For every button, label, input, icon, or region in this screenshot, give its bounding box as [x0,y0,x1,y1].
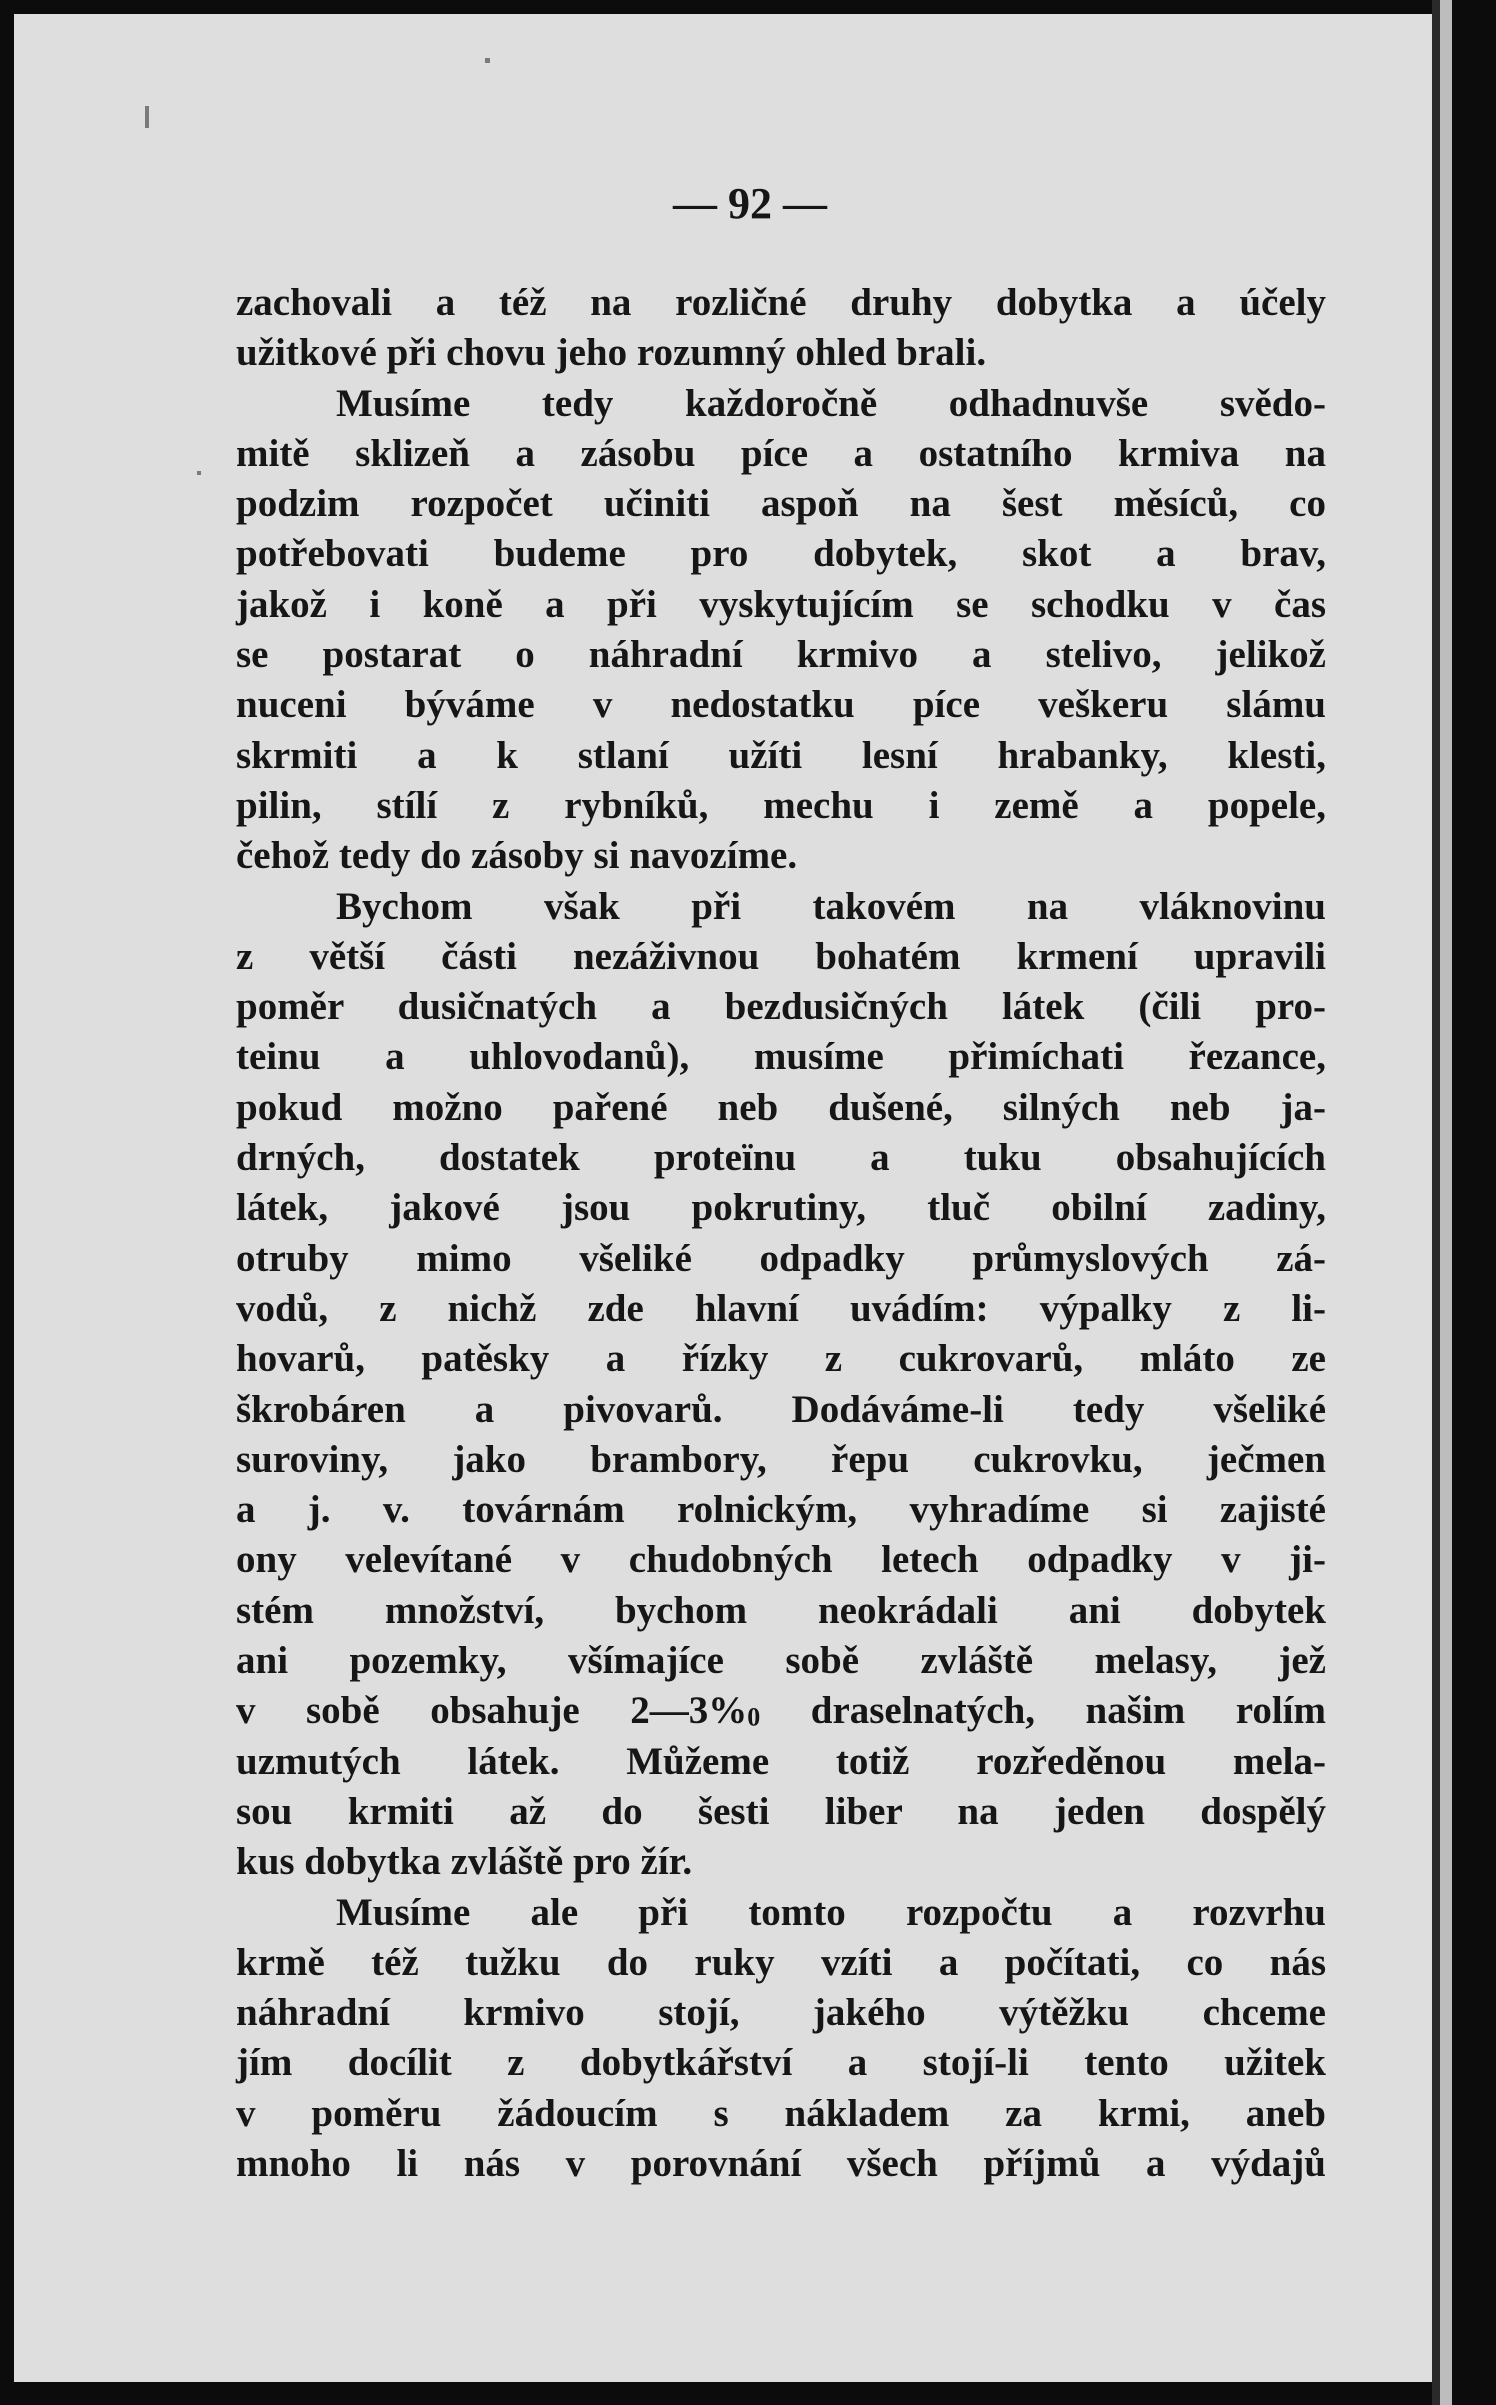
text-line: hovarů, patěsky a řízky z cukrovarů, mláto ze [236,1337,1326,1381]
text-line: mnoho li nás v porovnání všech příjmů a výdajů [236,2141,1326,2185]
text-line: stém množství, bychom neokrádali ani dobytek [236,1588,1326,1632]
text-line: se postarat o náhradní krmivo a stelivo, jelikož [236,633,1326,677]
adjacent-page-edge [1440,0,1452,2405]
text-line: teinu a uhlovodanů), musíme přimíchati řezance, [236,1035,1326,1079]
text-line: poměr dusičnatých a bezdusičných látek (čili pro- [236,985,1326,1029]
text-line: z větší části nezáživnou bohatém krmení upravili [236,934,1326,978]
body-text [236,278,1326,2189]
margin-speck [197,471,201,475]
text-line: kus dobytka zvláště pro žír. [236,1840,693,1884]
text-line: Musíme tedy každoročně odhadnuvše svědo- [336,381,1326,425]
text-line: skrmiti a k stlaní užíti lesní hrabanky, klesti, [236,733,1326,777]
text-line: uzmutých látek. Můžeme totiž rozředěnou mela- [236,1739,1326,1783]
text-line: nuceni býváme v nedostatku píce veškeru slámu [236,683,1326,727]
page-number: — 92 — [673,179,827,228]
page-gutter-shadow [1432,0,1440,2405]
text-line: otruby mimo všeliké odpadky průmyslových zá- [236,1236,1326,1280]
text-line: jakož i koně a při vyskytujícím se schodku v čas [236,582,1326,626]
text-line: Bychom však při takovém na vláknovinu [336,884,1326,928]
text-line: v poměru žádoucím s nákladem za krmi, aneb [236,2091,1326,2135]
text-line: škrobáren a pivovarů. Dodáváme-li tedy všeliké [236,1387,1326,1431]
text-line: ani pozemky, všímajíce sobě zvláště melasy, jež [236,1639,1326,1683]
text-line: pokud možno pařené neb dušené, silných neb ja- [236,1085,1326,1129]
text-line: užitkové při chovu jeho rozumný ohled brali. [236,331,987,375]
text-line: sou krmiti až do šesti liber na jeden dospělý [236,1789,1326,1833]
text-line: zachovali a též na rozličné druhy dobytka a účely [236,281,1326,324]
text-line: a j. v. továrnám rolnickým, vyhradíme si zajisté [236,1488,1326,1532]
text-line: Musíme ale při tomto rozpočtu a rozvrhu [336,1890,1326,1934]
text-line: pilin, stílí z rybníků, mechu i země a popele, [236,783,1326,827]
text-line: ony velevítané v chudobných letech odpadky v ji- [236,1538,1326,1582]
text-line: suroviny, jako brambory, řepu cukrovku, ječmen [236,1437,1326,1481]
text-line: podzim rozpočet učiniti aspoň na šest měsíců, co [236,482,1326,526]
text-line: mitě sklizeň a zásobu píce a ostatního krmiva na [236,431,1326,475]
text-line: potřebovati budeme pro dobytek, skot a brav, [236,532,1326,576]
text-line: látek, jakové jsou pokrutiny, tluč obilní zadiny, [236,1186,1326,1230]
text-line: náhradní krmivo stojí, jakého výtěžku chceme [236,1991,1326,2035]
text-line: krmě též tužku do ruky vzíti a počítati, co nás [236,1940,1326,1984]
text-line: jím docílit z dobytkářství a stojí-li tento užitek [236,2041,1326,2085]
margin-speck [145,106,149,128]
margin-speck [485,58,490,63]
text-line: v sobě obsahuje 2—3%0 draselnatých, našim rolím [236,1689,1326,1733]
text-line: drných, dostatek proteïnu a tuku obsahujících [236,1136,1326,1180]
text-line: čehož tedy do zásoby si navozíme. [236,834,798,878]
text-line: vodů, z nichž zde hlavní uvádím: výpalky z li- [236,1286,1326,1330]
